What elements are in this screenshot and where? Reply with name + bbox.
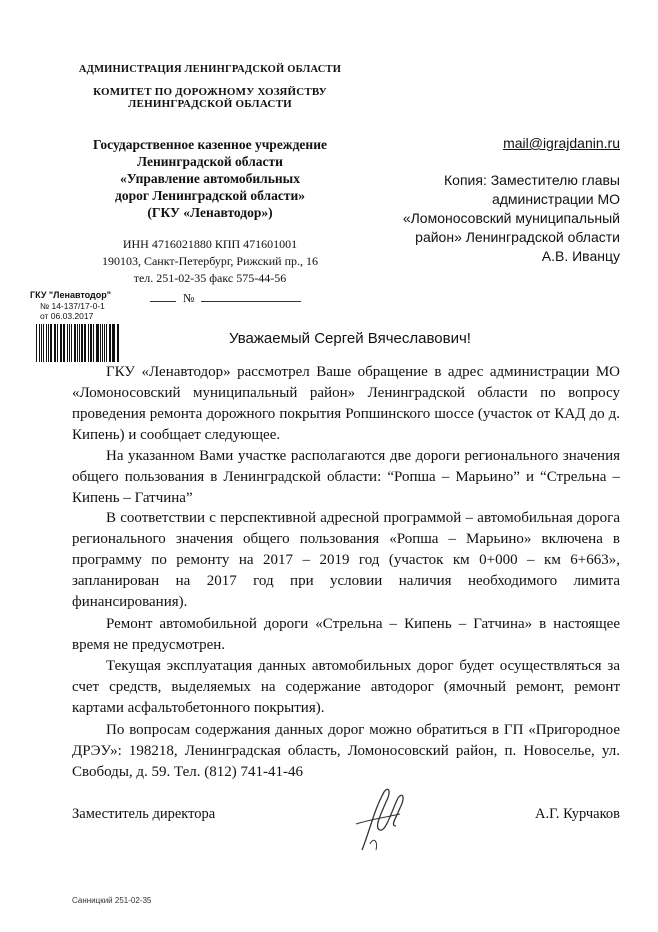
- committee-line1: КОМИТЕТ ПО ДОРОЖНОМУ ХОЗЯЙСТВУ: [93, 86, 327, 98]
- barcode-bar: [117, 324, 118, 362]
- barcode-bar: [43, 324, 45, 362]
- recipient-line: А.В. Иванцу: [541, 248, 620, 264]
- barcode-bar: [85, 324, 86, 362]
- committee-title: [60, 86, 360, 110]
- barcode: [36, 324, 120, 362]
- barcode-bar: [48, 324, 49, 362]
- signatory-name: А.Г. Курчаков: [535, 806, 620, 822]
- org-line: «Управление автомобильных: [120, 171, 300, 186]
- barcode-bar: [113, 324, 114, 362]
- admin-title: АДМИНИСТРАЦИЯ ЛЕНИНГРАДСКОЙ ОБЛАСТИ: [78, 64, 342, 75]
- barcode-bar: [77, 324, 78, 362]
- barcode-bar: [88, 324, 89, 362]
- organization-name: [60, 136, 360, 221]
- barcode-bar: [109, 324, 111, 362]
- inn-kpp: ИНН 4716021880 КПП 471601001: [122, 237, 298, 251]
- org-line: дорог Ленинградской области»: [115, 188, 305, 203]
- org-line: (ГКУ «Ленавтодор»): [147, 205, 273, 220]
- body-paragraph: Ремонт автомобильной дороги «Стрельна – Кипень – Гатчина» в настоящее время не предусмотрен.: [72, 616, 620, 653]
- recipient-block: [340, 134, 620, 266]
- recipient-line: Копия: Заместителю главы: [444, 172, 620, 188]
- barcode-bar: [60, 324, 62, 362]
- barcode-bar: [41, 324, 42, 362]
- recipient-line: администрации МО: [491, 191, 620, 207]
- org-line: Ленинградской области: [137, 154, 283, 169]
- body-paragraph: В соответствии с перспективной адресной программой – автомобильная дорога регионального значения общего пользования «Ропша – Марьино» включена в программу по ремонту на 2017 – 2019 год (участок км 0+000 – км 6+663», запланирован на 2017 год при условии наличия необходимого лимита финансирования).: [72, 510, 620, 610]
- body-paragraph: По вопросам содержания данных дорог можно обратиться в ГП «Пригородное ДРЭУ»: 198218, Ленинградская область, Ломоносовский район, п. Новоселье, ул. Свободы, д. 59. Тел. (812) 741-41-46: [72, 722, 620, 780]
- barcode-bar: [63, 324, 64, 362]
- barcode-bar: [64, 324, 65, 362]
- recipient-email[interactable]: mail@igrajdanin.ru: [503, 135, 620, 151]
- barcode-bar: [96, 324, 97, 362]
- barcode-bar: [54, 324, 55, 362]
- barcode-bar: [93, 324, 94, 362]
- barcode-bar: [39, 324, 40, 362]
- body-paragraph: ГКУ «Ленавтодор» рассмотрел Ваше обращение в адрес администрации МО «Ломоносовский муниципальный район» Ленинградской области по вопросу проведения ремонта дорожного покрытия Ропшинского шоссе (участок от КАД до д. Кипень) и сообщает следующее.: [72, 364, 620, 443]
- barcode-bar: [46, 324, 47, 362]
- org-line: Государственное казенное учреждение: [93, 137, 327, 152]
- barcode-bar: [57, 324, 58, 362]
- barcode-bar: [84, 324, 85, 362]
- barcode-bar: [71, 324, 72, 362]
- barcode-bar: [90, 324, 92, 362]
- body-paragraph: Текущая эксплуатация данных автомобильных дорог будет осуществляться за счет средств, выделяемых на содержание автодорог (ямочный ремонт, ремонт картами асфальтобетонного покрытия).: [72, 658, 620, 716]
- barcode-bar: [67, 324, 68, 362]
- committee-line2: ЛЕНИНГРАДСКОЙ ОБЛАСТИ: [128, 98, 292, 110]
- number-blank: [201, 291, 301, 302]
- barcode-bar: [55, 324, 56, 362]
- signatory-position: Заместитель директора: [72, 806, 216, 822]
- org-phone: тел. 251-02-35 факс 575-44-56: [133, 271, 287, 285]
- handwritten-signature: [340, 780, 420, 860]
- outgoing-number-line: [150, 290, 320, 307]
- date-blank: [150, 291, 176, 302]
- greeting: Уважаемый Сергей Вячеславович!: [229, 330, 471, 347]
- number-sign: №: [183, 291, 195, 305]
- barcode-bar: [102, 324, 103, 362]
- barcode-bar: [106, 324, 107, 362]
- barcode-bar: [50, 324, 51, 362]
- recipient-line: «Ломоносовский муниципальный: [402, 210, 620, 226]
- barcode-bar: [81, 324, 82, 362]
- barcode-bar: [104, 324, 105, 362]
- registration-sticker: [30, 290, 122, 372]
- sticker-reg-number: № 14-137/17-0-1: [40, 301, 105, 311]
- barcode-bar: [112, 324, 113, 362]
- sticker-date: от 06.03.2017: [40, 311, 94, 321]
- barcode-bar: [36, 324, 37, 362]
- recipient-line: район» Ленинградской области: [415, 229, 620, 245]
- barcode-bar: [118, 324, 119, 362]
- barcode-bar: [74, 324, 76, 362]
- barcode-bar: [69, 324, 70, 362]
- sticker-org: ГКУ "Ленавтодор": [30, 290, 112, 300]
- barcode-bar: [97, 324, 98, 362]
- org-details: [60, 236, 360, 287]
- body-paragraph: На указанном Вами участке располагаются две дороги регионального значения общего пользования в Ленинградской области: “Ропша – Марьино” и “Стрельна – Кипень – Гатчина”: [72, 448, 620, 506]
- footer-executor: Санницкий 251-02-35: [72, 896, 152, 905]
- barcode-bar: [79, 324, 80, 362]
- barcode-bar: [100, 324, 101, 362]
- org-address: 190103, Санкт-Петербург, Рижский пр., 16: [101, 254, 319, 268]
